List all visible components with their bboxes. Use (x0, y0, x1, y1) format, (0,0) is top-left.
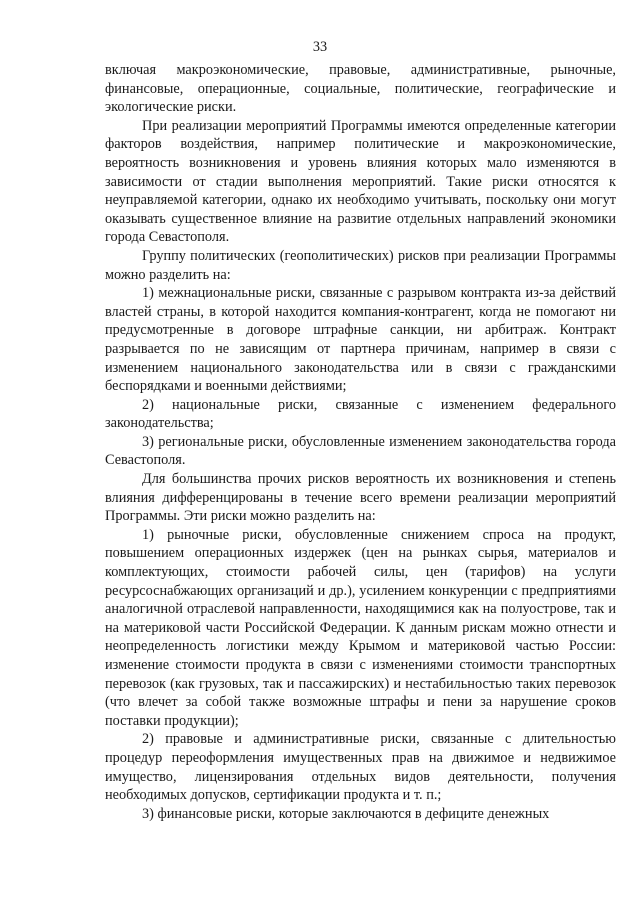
paragraph-other-risks-intro: Для большинства прочих рисков вероятность их возникновения и степень влияния дифференцированы в течение всего времени реализации мероприятий Программы. Эти риски можно разделить на: (105, 471, 616, 525)
list-item-market-risks: 1) рыночные риски, обусловленные снижением спроса на продукт, повышением операционных издержек (цен на рынках сырья, материалов и комплектующих, стоимости рабочей силы, цен (тарифов) на услуги ресурсоснабжающих организаций и др.), усилением конкуренции с предприятиями аналогичной отраслевой направленности, находящимися как на полуострове, так и на материковой части Российской Федерации. К данным рискам можно отнести и неопределенность логистики между Крымом и материковой частью России: изменение стоимости продукта в связи с изменениями стоимости транспортных перевозок (как грузовых, так и пассажирских) и нестабильностью таких перевозок (что влечет за собой также возможные штрафы и пени за нарушение сроков поставки продукции); (105, 526, 616, 729)
list-item-financial-risks: 3) финансовые риски, которые заключаются в дефиците денежных (142, 805, 550, 822)
list-item-national-risks: 2) национальные риски, связанные с изменением федерального законодательства; (105, 396, 616, 432)
list-item-legal-risks: 2) правовые и административные риски, связанные с длительностью процедур переоформления имущественных прав на движимое и недвижимое имущество, лицензирования отдельных видов деятельности, получения необходимых допусков, сертификации продукта и т. п.; (105, 731, 616, 804)
list-item-regional-risks: 3) региональные риски, обусловленные изменением законодательства города Севастополя. (105, 433, 616, 469)
paragraph-political-risks-intro: Группу политических (геополитических) рисков при реализации Программы можно разделить на: (105, 247, 616, 283)
page-number: 33 (312, 39, 328, 55)
list-item-international-risks: 1) межнациональные риски, связанные с разрывом контракта из-за действий властей страны, в которой находится компания-контрагент, когда не помогают ни предусмотренные в договоре штрафные санкции, ни арбитраж. Контракт разрывается по не зависящим от партнера причинам, например в связи с изменением национального законодательства или в связи с гражданскими беспорядками и военными действиями; (105, 285, 616, 395)
paragraph-factor-categories: При реализации мероприятий Программы имеются определенные категории факторов воздействия, например политические и макроэкономические, вероятность возникновения и уровень влияния которых мало изменяются в зависимости от стадии выполнения мероприятий. Такие риски относятся к неуправляемой категории, однако их необходимо учитывать, поскольку они могут оказывать существенное влияние на развитие отдельных направлений экономики города Севастополя. (105, 117, 616, 246)
paragraph-risk-types-continued: включая макроэкономические, правовые, административные, рыночные, финансовые, операционные, социальные, политические, географические и экологические риски. (105, 62, 616, 116)
body-text (105, 61, 616, 823)
